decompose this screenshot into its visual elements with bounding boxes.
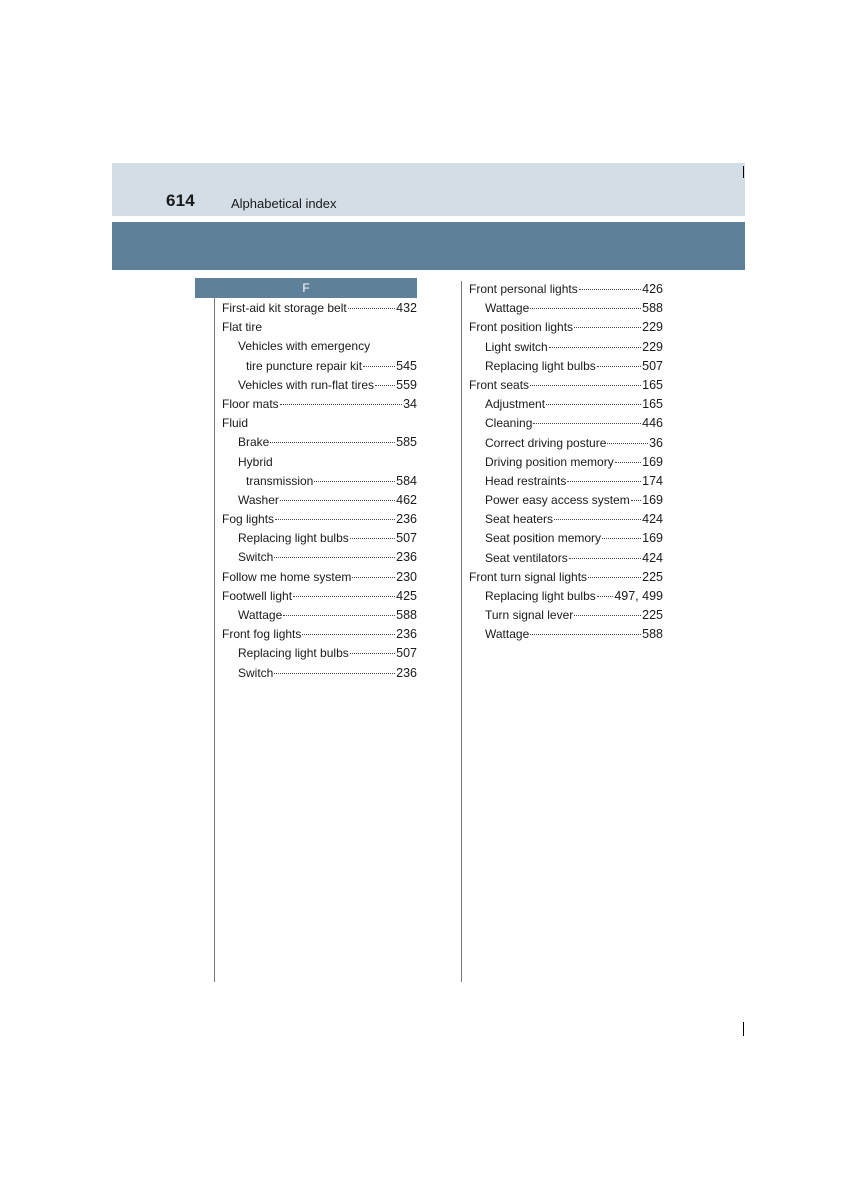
index-entry [222,510,417,529]
dot-leader [375,385,395,386]
index-entry-page: 236 [396,665,417,680]
index-entry-label: Flat tire [222,320,263,335]
dot-leader [574,615,641,616]
index-entry [469,299,663,318]
index-entry [222,644,417,663]
section-title: Alphabetical index [231,196,337,211]
index-entry-label: transmission [246,473,314,488]
dot-leader [631,500,641,501]
index-entry-label: Seat ventilators [485,550,568,565]
index-entry-label: First-aid kit storage belt [222,301,347,315]
index-entry-page: 236 [396,627,417,642]
index-entry-page: 225 [642,569,663,584]
index-entry-page: 507 [642,358,663,373]
index-entry-page: 545 [396,358,417,373]
dot-leader [597,596,614,597]
index-entry-label: Cleaning [485,416,533,431]
index-entry-label: Seat heaters [485,512,554,527]
index-entry [469,280,663,299]
dot-leader [302,634,395,635]
dot-leader [348,308,395,309]
index-entry-label: Switch [238,550,274,565]
index-entry-label: Power easy access system [485,493,630,508]
index-entry-page: 588 [642,627,663,642]
index-entry-page: 425 [396,588,417,603]
index-entry [222,299,417,318]
index-entry-page: 588 [396,608,417,622]
right-column-rule [461,281,462,982]
dot-leader [546,404,641,405]
index-entry-page: 165 [642,377,663,392]
index-entry-page: 165 [642,397,663,412]
index-entry-page: 585 [396,435,417,450]
dot-leader [588,577,641,578]
index-entry-label: Wattage [238,608,283,622]
index-entry-page: 432 [396,301,417,315]
dot-leader [615,462,641,463]
index-entry-page: 229 [642,320,663,335]
dot-leader [569,558,641,559]
index-left-column [222,299,417,683]
index-entry-page: 588 [642,301,663,316]
index-entry [222,453,417,472]
index-entry-label: Floor mats [222,396,279,411]
section-color-band [112,222,745,270]
index-entry-label: Replacing light bulbs [485,358,596,373]
index-letter-tab: F [195,278,417,298]
dot-leader [280,500,395,501]
dot-leader [554,519,641,520]
index-entry-label: tire puncture repair kit [246,358,363,373]
index-entry-label: Adjustment [485,397,546,412]
index-entry-label: Washer [238,492,279,507]
index-entry-page: 236 [396,550,417,565]
dot-leader [352,577,395,578]
index-entry-label: Fluid [222,416,249,431]
dot-leader [567,481,641,482]
dot-leader [280,404,402,405]
index-entry [469,510,663,529]
index-entry-label: Replacing light bulbs [485,589,596,603]
index-entry [469,529,663,548]
index-entry-page: 34 [403,396,417,411]
left-column-rule [214,298,215,982]
index-entry-label: Turn signal lever [485,608,574,623]
index-entry [469,338,663,357]
dot-leader [602,538,641,539]
index-entry-page: 169 [642,531,663,546]
index-entry-label: Seat position memory [485,531,602,546]
index-entry [469,376,663,395]
index-entry-label: Replacing light bulbs [238,646,349,661]
index-entry [469,491,663,510]
index-entry-label: Follow me home system [222,569,352,584]
index-entry-label: Front personal lights [469,282,578,296]
index-entry [222,625,417,644]
index-entry-label: Vehicles with run-flat tires [238,377,375,392]
index-entry-page: 559 [396,377,417,392]
dot-leader [574,327,641,328]
dot-leader [530,385,641,386]
dot-leader [579,289,641,290]
index-entry [222,357,417,376]
dot-leader [293,596,395,597]
dot-leader [597,366,641,367]
dot-leader [530,634,641,635]
index-right-column [469,280,663,645]
index-entry-label: Footwell light [222,588,293,603]
index-entry-label: Front turn signal lights [469,569,588,584]
dot-leader [350,538,395,539]
page-number: 614 [166,191,195,210]
index-entry [469,318,663,337]
dot-leader [350,653,395,654]
index-entry-page: 230 [396,569,417,584]
index-entry [222,318,417,337]
index-entry-label: Vehicles with emergency [238,339,371,354]
dot-leader [607,443,648,444]
index-entry-label: Hybrid [238,454,273,469]
index-entry-page: 497, 499 [614,589,663,603]
index-entry-label: Wattage [485,301,530,316]
index-entry [222,472,417,491]
index-entry [469,434,663,453]
index-entry-label: Front seats [469,377,530,392]
index-entry-label: Replacing light bulbs [238,531,349,546]
index-entry-label: Driving position memory [485,454,614,469]
index-entry [469,453,663,472]
dot-leader [274,557,395,558]
index-entry [469,606,663,625]
dot-leader [274,673,395,674]
index-entry [222,414,417,433]
crop-mark-bottom [743,1022,744,1036]
index-entry-label: Light switch [485,339,548,354]
index-entry [222,548,417,567]
dot-leader [283,615,395,616]
index-entry-page: 174 [642,473,663,488]
index-entry-page: 169 [642,454,663,469]
index-entry [222,568,417,587]
index-entry [469,357,663,376]
dot-leader [270,442,395,443]
dot-leader [275,519,395,520]
header-band [112,163,745,216]
index-entry [222,395,417,414]
index-entry-page: 426 [642,282,663,296]
index-entry [222,376,417,395]
index-entry [222,606,417,625]
index-entry-label: Front position lights [469,320,574,335]
index-entry [222,337,417,356]
index-entry [222,491,417,510]
crop-mark-top [743,166,744,178]
index-entry-page: 462 [396,492,417,507]
index-entry [469,587,663,606]
index-entry-label: Head restraints [485,473,567,488]
dot-leader [530,308,641,309]
index-entry [222,433,417,452]
index-entry-page: 424 [642,512,663,527]
index-entry-page: 225 [642,608,663,623]
index-entry-page: 236 [396,512,417,527]
index-entry [222,587,417,606]
index-entry-page: 507 [396,646,417,661]
dot-leader [549,347,641,348]
index-entry-label: Front fog lights [222,627,302,642]
index-entry-label: Fog lights [222,512,275,527]
index-entry-page: 36 [649,435,663,450]
index-entry-page: 507 [396,531,417,546]
index-entry-page: 446 [642,416,663,431]
index-entry [469,625,663,644]
index-entry-label: Brake [238,435,270,450]
index-entry [469,549,663,568]
dot-leader [363,366,395,367]
index-entry [222,529,417,548]
index-entry-label: Switch [238,665,274,680]
index-entry-label: Wattage [485,627,530,642]
index-entry-label: Correct driving posture [485,435,607,450]
index-entry-page: 169 [642,493,663,508]
index-entry [469,568,663,587]
index-entry-page: 229 [642,339,663,354]
index-entry [469,395,663,414]
index-entry [222,664,417,683]
index-entry [469,414,663,433]
dot-leader [314,481,395,482]
index-entry [469,472,663,491]
dot-leader [533,423,641,424]
index-entry-page: 584 [396,473,417,488]
index-entry-page: 424 [642,550,663,565]
